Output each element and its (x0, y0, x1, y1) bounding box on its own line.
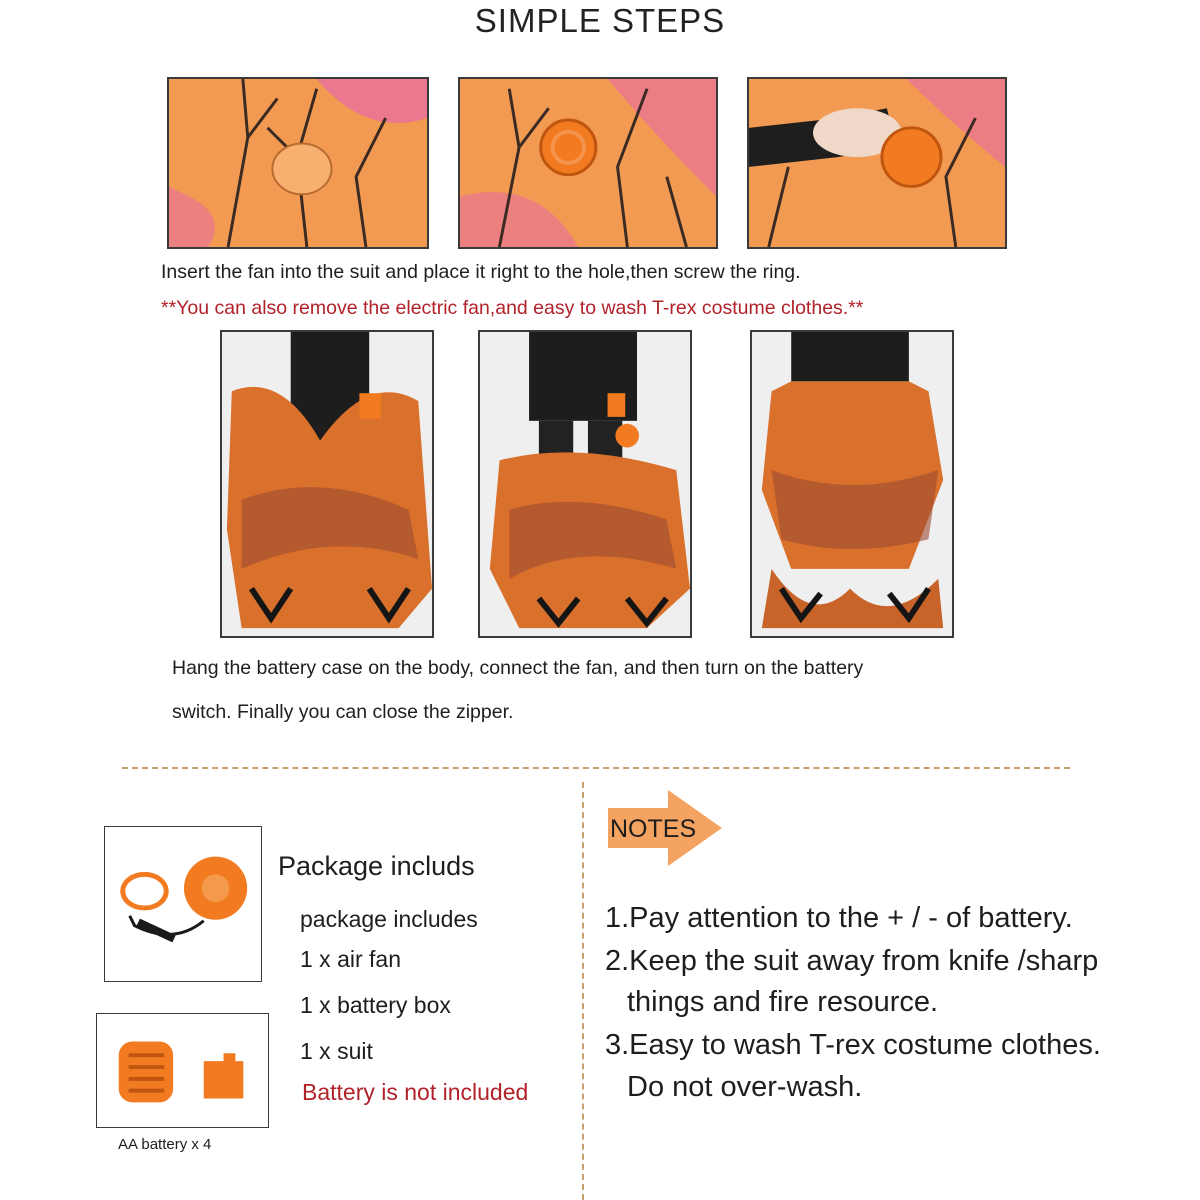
step1-wash-note: **You can also remove the electric fan,and easy to wash T-rex costume clothes.** (161, 297, 864, 319)
fan-product-photo (104, 826, 262, 982)
package-item-air-fan: 1 x air fan (300, 946, 401, 972)
horizontal-divider (122, 767, 1070, 769)
step2-caption-line2: switch. Finally you can close the zipper. (172, 701, 514, 723)
package-item-includes: package includes (300, 906, 478, 932)
battery-caption: AA battery x 4 (118, 1136, 212, 1153)
note-3: 3.Easy to wash T-rex costume clothes. (605, 1029, 1101, 1061)
step-photo-connect-fan (478, 330, 692, 638)
package-item-suit: 1 x suit (300, 1038, 373, 1064)
vertical-divider (582, 782, 584, 1200)
note-3-continued: Do not over-wash. (627, 1071, 863, 1103)
note-2-continued: things and fire resource. (627, 986, 939, 1018)
step-photo-fan-hole (167, 77, 429, 249)
notes-badge (606, 788, 724, 868)
page-title: SIMPLE STEPS (474, 2, 726, 39)
notes-badge-label: NOTES (610, 815, 697, 843)
step-photo-hang-battery (220, 330, 434, 638)
battery-warning: Battery is not included (302, 1079, 529, 1105)
step-photo-close-zipper (750, 330, 954, 638)
package-item-battery-box: 1 x battery box (300, 992, 451, 1018)
step2-caption-line1: Hang the battery case on the body, connect the fan, and then turn on the battery (172, 657, 864, 679)
note-1: 1.Pay attention to the + / - of battery. (605, 902, 1073, 934)
package-heading: Package includs (278, 851, 475, 881)
step-photo-screw-ring (747, 77, 1007, 249)
battery-box-photo (96, 1013, 269, 1128)
step1-caption: Insert the fan into the suit and place it right to the hole,then screw the ring. (161, 261, 801, 283)
step-photo-fan-inserted (458, 77, 718, 249)
note-2: 2.Keep the suit away from knife /sharp (605, 945, 1099, 977)
